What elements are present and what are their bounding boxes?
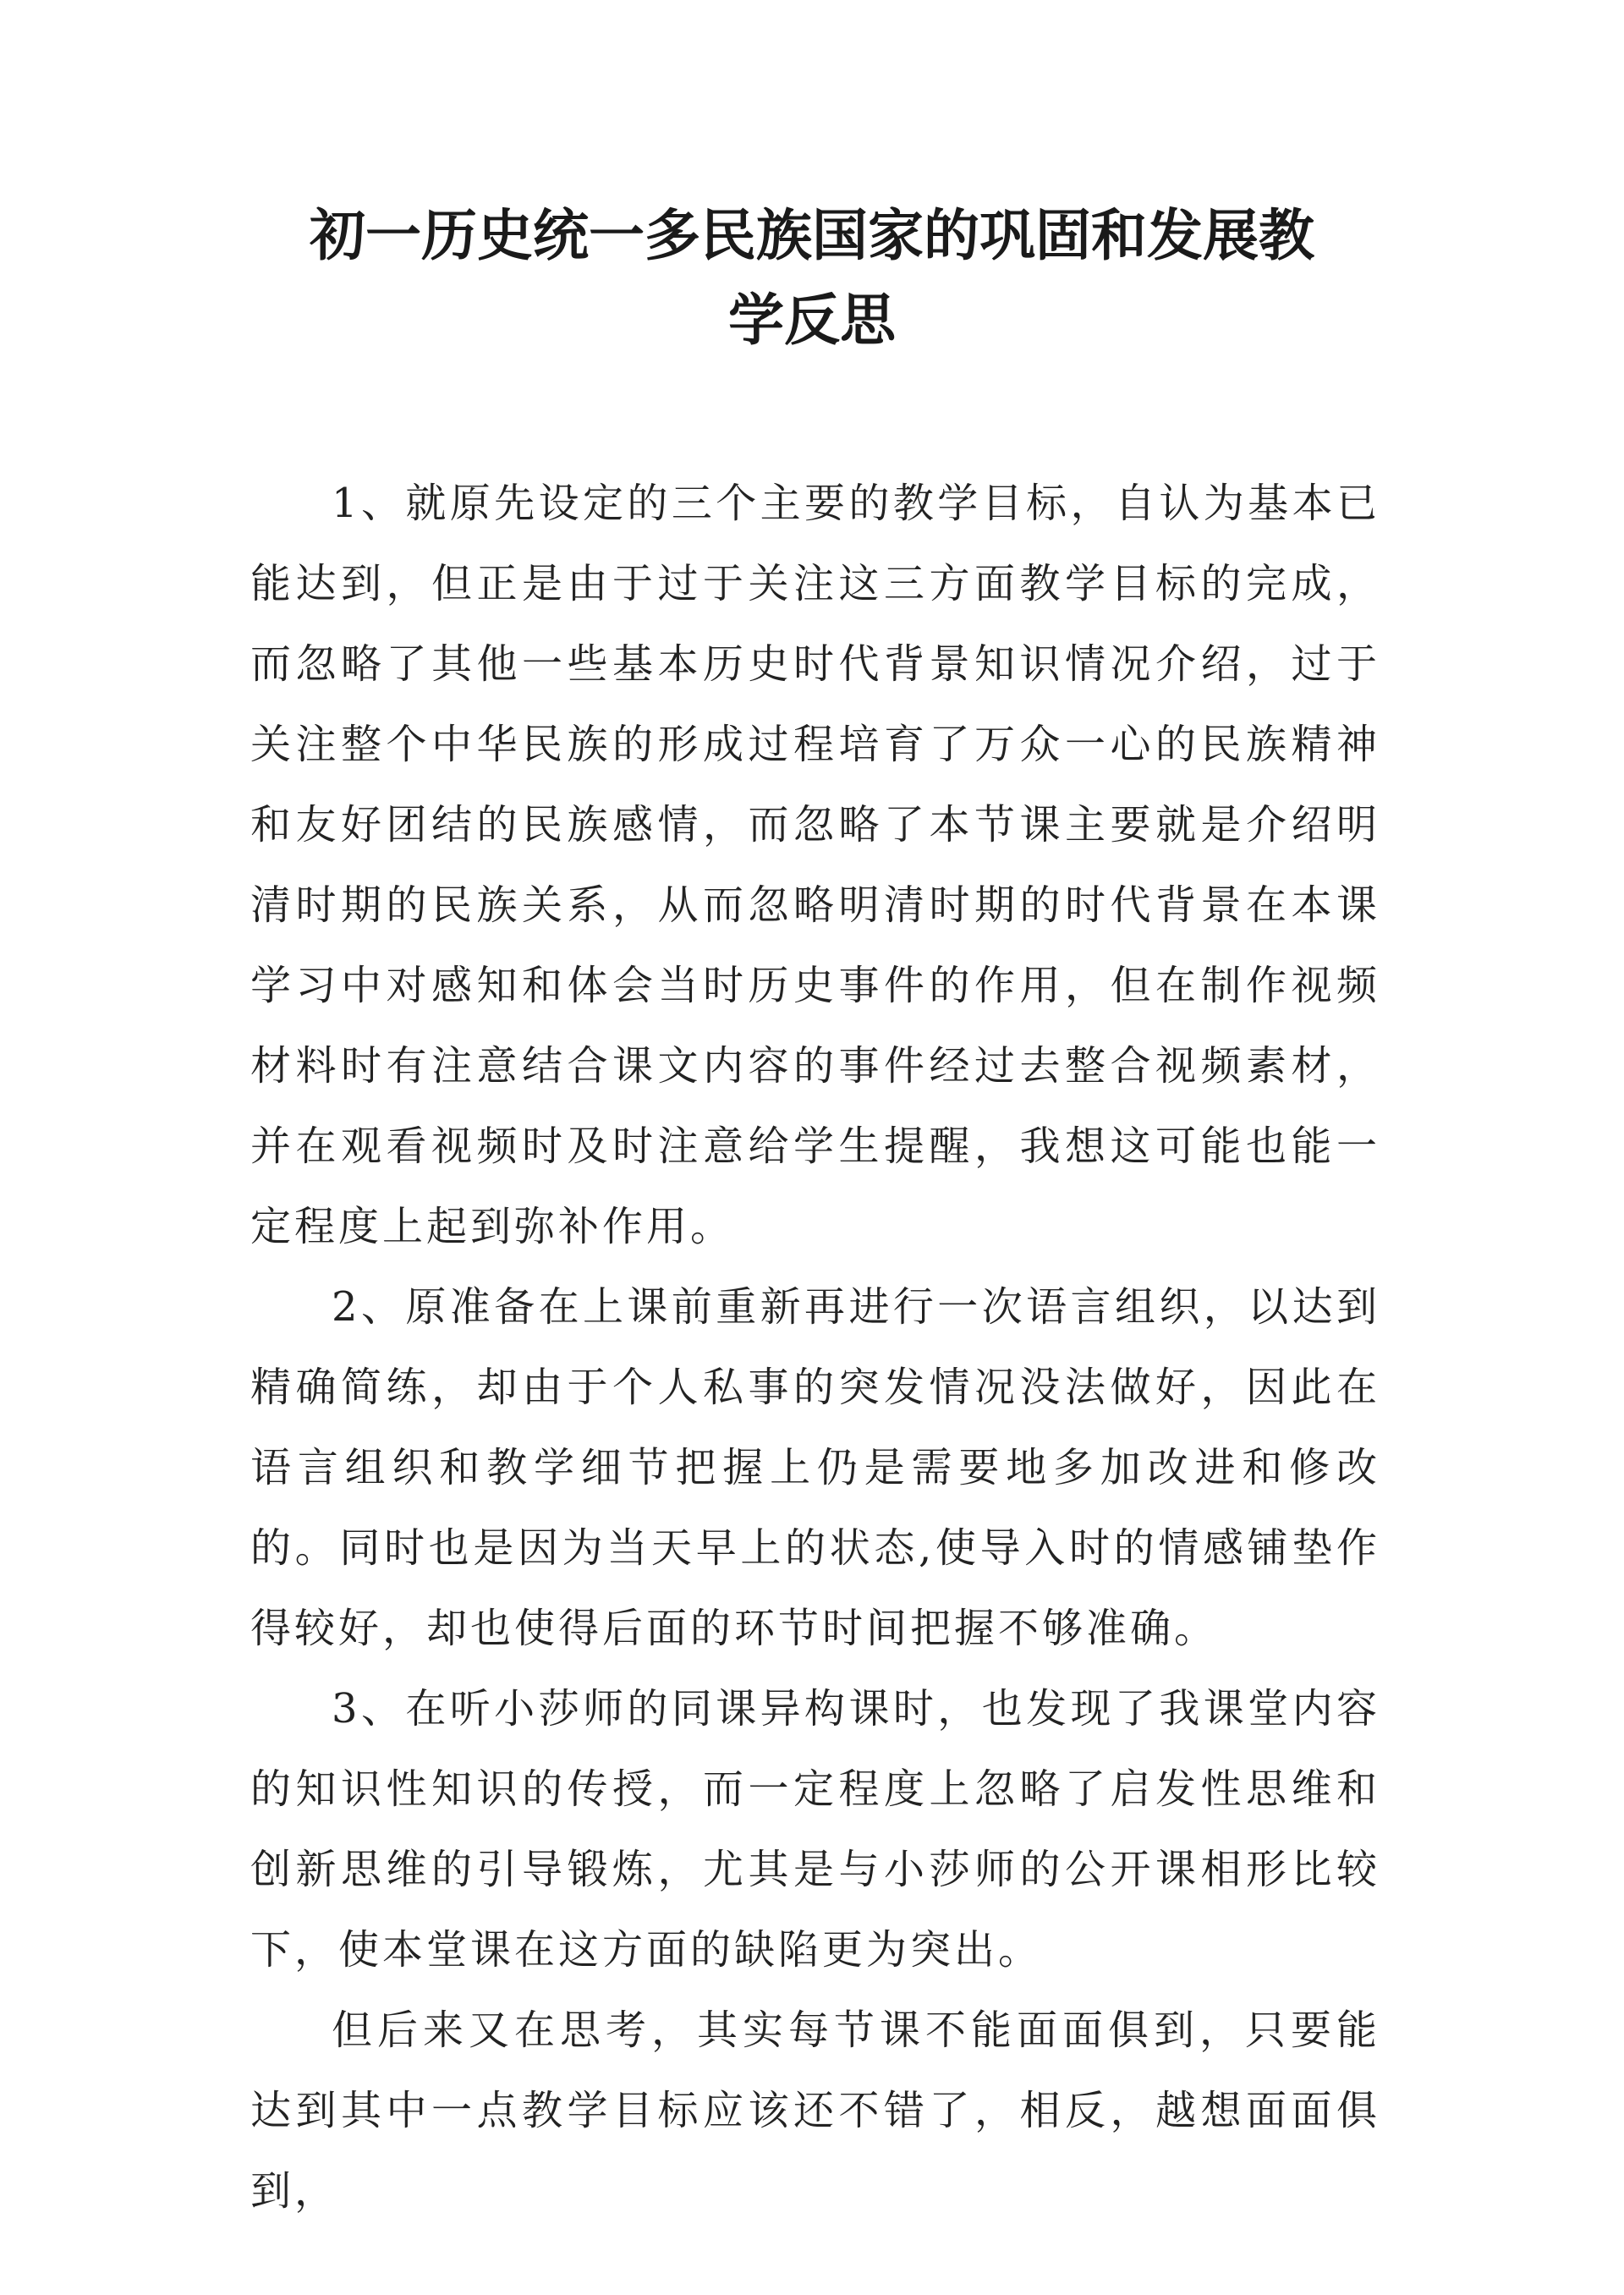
title-line-1: 初一历史统一多民族国家的巩固和发展教 [310,202,1314,268]
paragraph-2: 2、原准备在上课前重新再进行一次语言组织，以达到精确简练，却由于个人私事的突发情况没法做好，因此在语言组织和教学细节把握上仍是需要地多加改进和修改的。同时也是因为当天早上的状态,使导入时的情感铺垫作得较好，却也使得后面的环节时间把握不够准确。 [250,1283,1380,1652]
document-title [0,193,1624,362]
title-line-2: 学反思 [728,287,896,353]
paragraph-1: 1、就原先设定的三个主要的教学目标，自认为基本已能达到，但正是由于过于关注这三方面教学目标的完成，而忽略了其他一些基本历史时代背景知识情况介绍，过于关注整个中华民族的形成过程培育了万众一心的民族精神和友好团结的民族感情，而忽略了本节课主要就是介绍明清时期的民族关系，从而忽略明清时期的时代背景在本课学习中对感知和体会当时历史事件的作用，但在制作视频材料时有注意结合课文内容的事件经过去整合视频素材，并在观看视频时及时注意给学生提醒，我想这可能也能一定程度上起到弥补作用。 [250,480,1380,1250]
document-body [250,464,1380,2232]
paragraph-4: 但后来又在思考，其实每节课不能面面俱到，只要能达到其中一点教学目标应该还不错了，相反，越想面面俱到， [250,2007,1380,2215]
paragraph-3: 3、在听小莎师的同课异构课时，也发现了我课堂内容的知识性知识的传授，而一定程度上忽略了启发性思维和创新思维的引导锻炼，尤其是与小莎师的公开课相形比较下，使本堂课在这方面的缺陷更为突出。 [250,1685,1380,1974]
